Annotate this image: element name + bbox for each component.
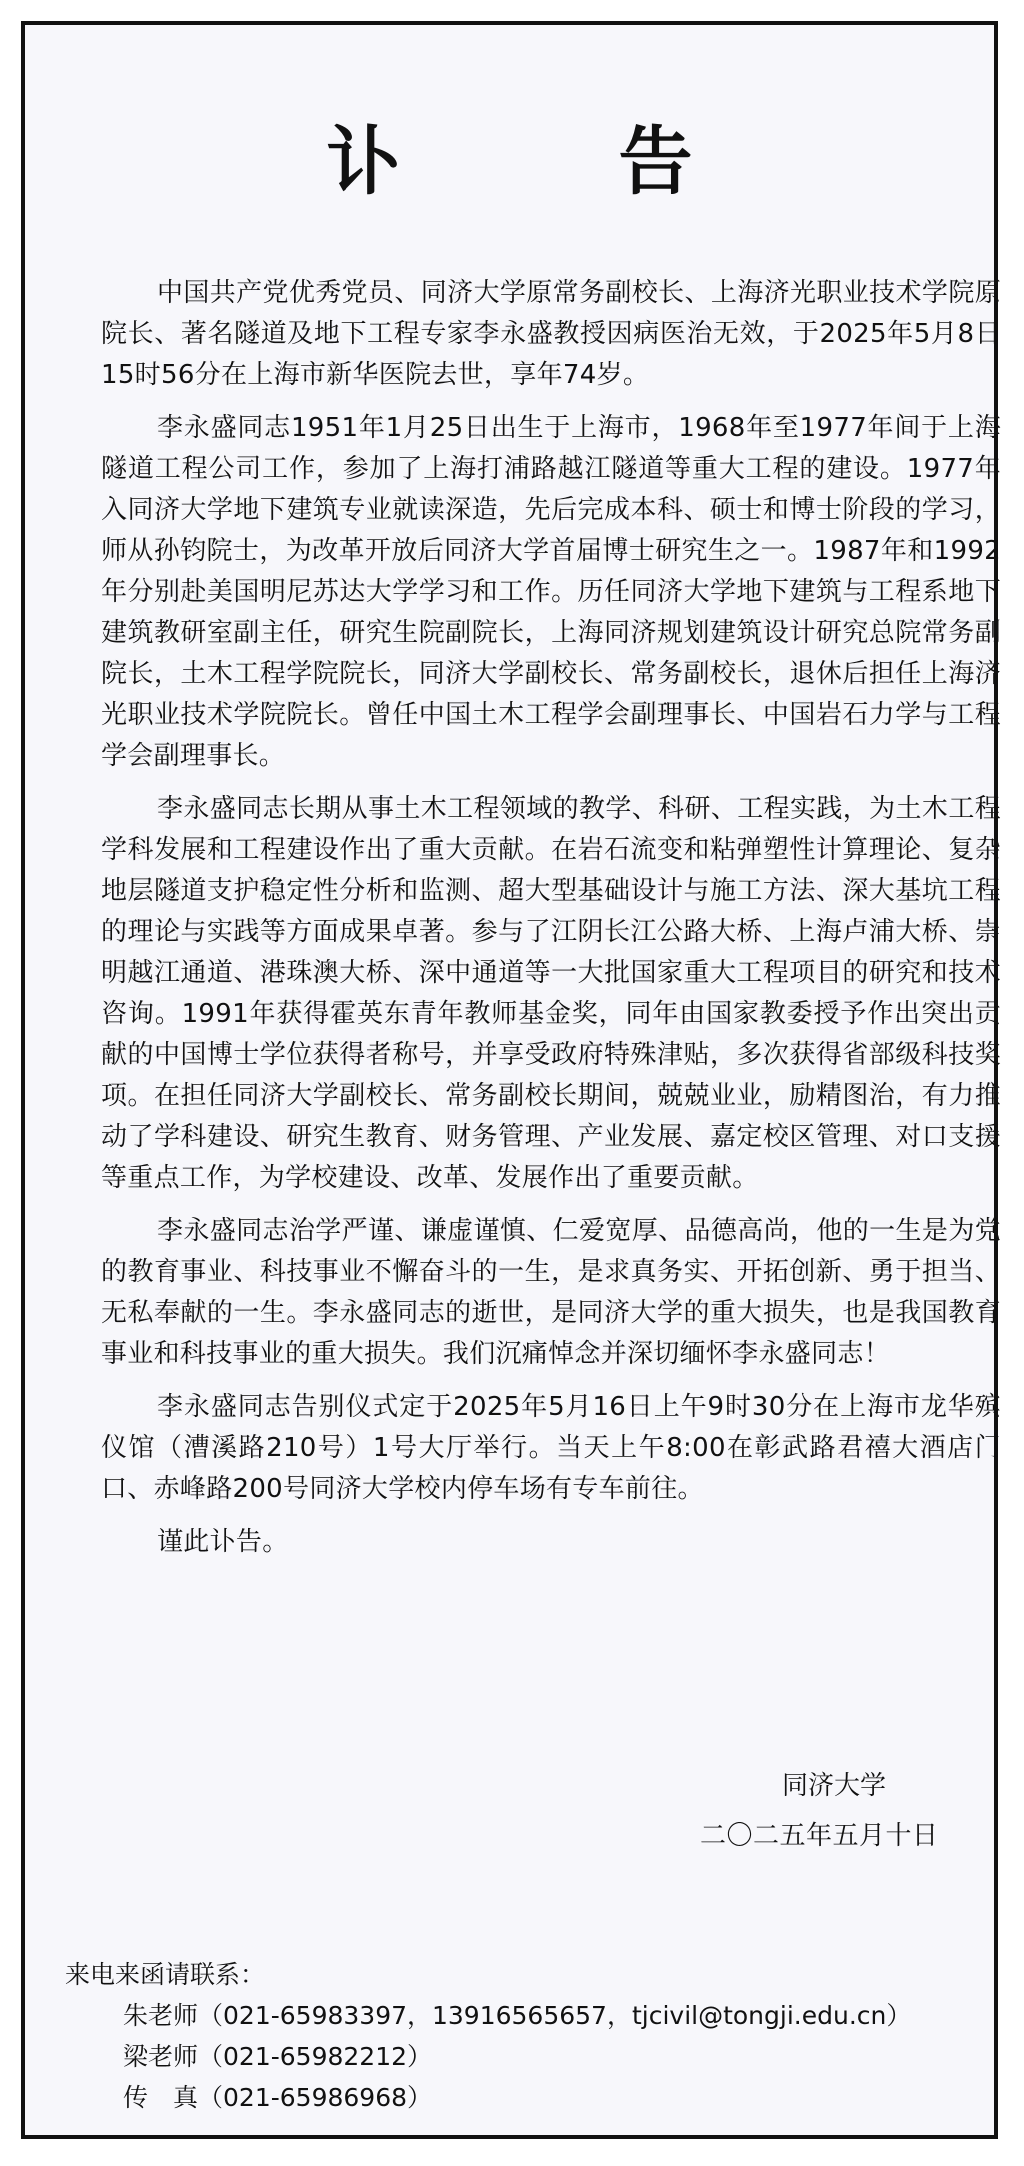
contact-heading: 来电来函请联系： [65, 1960, 266, 1989]
paragraph-contributions: 李永盛同志长期从事土木工程领域的教学、科研、工程实践，为土木工程学科发展和工程建设作出了重大贡献。在岩石流变和粘弹塑性计算理论、复杂地层隧道支护稳定性分析和监测、超大型基础设计与施工方法、深大基坑工程的理论与实践等方面成果卓著。参与了江阴长江公路大桥、上海卢浦大桥、崇明越江通道、港珠澳大桥、深中通道等一大批国家重大工程项目的研究和技术咨询。1991年获得霍英东青年教师基金奖，同年由国家教委授予作出突出贡献的中国博士学位获得者称号，并享受政府特殊津贴，多次获得省部级科技奖项。在担任同济大学副校长、常务副校长期间，兢兢业业，励精图治，有力推动了学科建设、研究生教育、财务管理、产业发展、嘉定校区管理、对口支援等重点工作，为学校建设、改革、发展作出了重要贡献。 [101, 794, 1001, 1193]
obituary-frame [21, 21, 1001, 2139]
contact-list [123, 1995, 993, 2118]
paragraph-tribute: 李永盛同志治学严谨、谦虚谨慎、仁爱宽厚、品德高尚，他的一生是为党的教育事业、科技事业不懈奋斗的一生，是求真务实、开拓创新、勇于担当、无私奉献的一生。李永盛同志的逝世，是同济大学的重大损失，也是我国教育事业和科技事业的重大损失。我们沉痛悼念并深切缅怀李永盛同志！ [101, 1216, 1001, 1369]
contact-item [123, 2036, 993, 2077]
signature-organization: 同济大学 [782, 1771, 887, 1801]
contact-name: 传 真 [123, 2083, 199, 2112]
signature-date: 二〇二五年五月十日 [700, 1821, 939, 1851]
contact-item [123, 1995, 993, 2036]
notice-title: 讣 告 [326, 119, 765, 205]
contact-item [123, 2077, 993, 2118]
contact-name: 梁老师 [123, 2042, 199, 2071]
contact-name: 朱老师 [123, 2001, 199, 2030]
contact-details[interactable]: （021-65986968） [198, 2083, 433, 2112]
contact-details[interactable]: （021-65982212） [198, 2042, 433, 2071]
paragraph-biography: 李永盛同志1951年1月25日出生于上海市，1968年至1977年间于上海隧道工程公司工作，参加了上海打浦路越江隧道等重大工程的建设。1977年入同济大学地下建筑专业就读深造，先后完成本科、硕士和博士阶段的学习，师从孙钧院士，为改革开放后同济大学首届博士研究生之一。1987年和1992年分别赴美国明尼苏达大学学习和工作。历任同济大学地下建筑与工程系地下建筑教研室副主任，研究生院副院长，上海同济规划建筑设计研究总院常务副院长，土木工程学院院长，同济大学副校长、常务副校长，退休后担任上海济光职业技术学院院长。曾任中国土木工程学会副理事长、中国岩石力学与工程学会副理事长。 [101, 413, 1001, 771]
paragraph-funeral-arrangements: 李永盛同志告别仪式定于2025年5月16日上午9时30分在上海市龙华殡仪馆（漕溪路210号）1号大厅举行。当天上午8:00在彰武路君禧大酒店门口、赤峰路200号同济大学校内停车场有专车前往。 [101, 1392, 1001, 1504]
paragraph-announcement: 中国共产党优秀党员、同济大学原常务副校长、上海济光职业技术学院原院长、著名隧道及地下工程专家李永盛教授因病医治无效，于2025年5月8日15时56分在上海市新华医院去世，享年74岁。 [101, 278, 1001, 390]
notice-body [101, 273, 1001, 1575]
contact-details[interactable]: （021-65983397，13916565657，tjcivil@tongji.edu.cn） [198, 2001, 912, 2030]
closing-line: 谨此讣告。 [157, 1527, 289, 1557]
